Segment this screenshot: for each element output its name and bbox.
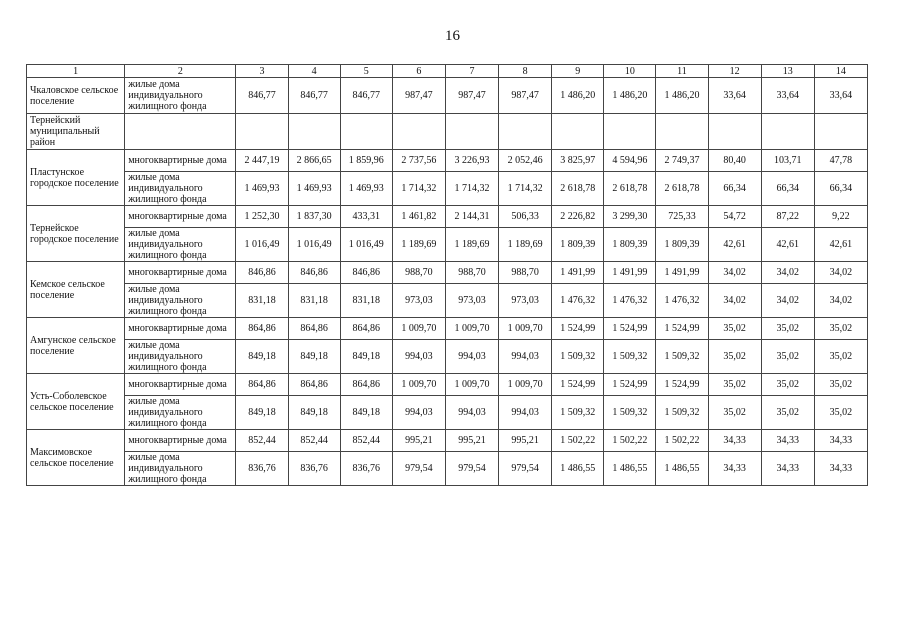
value-cell: 995,21 — [392, 430, 445, 452]
column-number: 1 — [27, 65, 125, 78]
value-cell — [761, 114, 814, 150]
value-cell — [708, 114, 761, 150]
value-cell: 9,22 — [814, 206, 867, 228]
value-cell: 1 016,49 — [236, 228, 288, 262]
value-cell: 34,33 — [708, 452, 761, 486]
value-cell: 66,34 — [708, 172, 761, 206]
value-cell: 34,02 — [761, 284, 814, 318]
value-cell: 2 618,78 — [604, 172, 656, 206]
value-cell: 1 502,22 — [604, 430, 656, 452]
value-cell: 836,76 — [236, 452, 288, 486]
value-cell: 1 009,70 — [499, 318, 552, 340]
value-cell: 836,76 — [340, 452, 392, 486]
value-cell: 1 009,70 — [499, 374, 552, 396]
value-cell: 852,44 — [236, 430, 288, 452]
settlement-name-cell: Кемское сельское поселение — [27, 262, 125, 318]
value-cell: 1 009,70 — [445, 318, 498, 340]
column-number: 7 — [445, 65, 498, 78]
value-cell: 2 226,82 — [552, 206, 604, 228]
value-cell: 846,86 — [288, 262, 340, 284]
value-cell: 864,86 — [340, 374, 392, 396]
value-cell: 849,18 — [340, 396, 392, 430]
housing-type-cell: жилые дома индивидуального жилищного фонда — [125, 340, 236, 374]
housing-type-cell: жилые дома индивидуального жилищного фонда — [125, 284, 236, 318]
value-cell: 42,61 — [761, 228, 814, 262]
value-cell: 979,54 — [445, 452, 498, 486]
value-cell: 849,18 — [288, 396, 340, 430]
value-cell: 994,03 — [392, 396, 445, 430]
value-cell: 988,70 — [499, 262, 552, 284]
value-cell: 1 461,82 — [392, 206, 445, 228]
value-cell: 849,18 — [340, 340, 392, 374]
value-cell: 2 144,31 — [445, 206, 498, 228]
value-cell: 1 016,49 — [340, 228, 392, 262]
value-cell: 35,02 — [814, 396, 867, 430]
value-cell — [814, 114, 867, 150]
value-cell: 42,61 — [814, 228, 867, 262]
value-cell: 35,02 — [761, 374, 814, 396]
value-cell: 1 491,99 — [604, 262, 656, 284]
value-cell: 994,03 — [499, 340, 552, 374]
value-cell: 973,03 — [499, 284, 552, 318]
page-number: 16 — [445, 28, 460, 44]
value-cell: 1 714,32 — [392, 172, 445, 206]
value-cell: 3 226,93 — [445, 150, 498, 172]
column-number: 11 — [656, 65, 708, 78]
housing-type-cell: многоквартирные дома — [125, 430, 236, 452]
value-cell — [499, 114, 552, 150]
value-cell: 852,44 — [340, 430, 392, 452]
value-cell: 995,21 — [499, 430, 552, 452]
value-cell: 33,64 — [814, 78, 867, 114]
value-cell: 1 476,32 — [552, 284, 604, 318]
value-cell: 66,34 — [814, 172, 867, 206]
value-cell: 995,21 — [445, 430, 498, 452]
value-cell: 1 509,32 — [604, 396, 656, 430]
table-row — [27, 114, 868, 150]
housing-type-cell: многоквартирные дома — [125, 150, 236, 172]
value-cell: 1 009,70 — [445, 374, 498, 396]
value-cell: 1 486,20 — [552, 78, 604, 114]
value-cell: 994,03 — [445, 396, 498, 430]
column-number: 9 — [552, 65, 604, 78]
housing-type-cell: жилые дома индивидуального жилищного фонда — [125, 172, 236, 206]
value-cell: 1 189,69 — [392, 228, 445, 262]
value-cell: 979,54 — [392, 452, 445, 486]
value-cell: 1 469,93 — [288, 172, 340, 206]
value-cell: 2 737,56 — [392, 150, 445, 172]
settlement-name-cell: Пластунское городское поселение — [27, 150, 125, 206]
table-row — [27, 78, 868, 114]
value-cell: 846,77 — [288, 78, 340, 114]
column-number: 13 — [761, 65, 814, 78]
value-cell: 849,18 — [236, 340, 288, 374]
housing-type-cell: жилые дома индивидуального жилищного фонда — [125, 396, 236, 430]
value-cell: 4 594,96 — [604, 150, 656, 172]
value-cell: 1 809,39 — [604, 228, 656, 262]
value-cell: 33,64 — [761, 78, 814, 114]
housing-type-cell: многоквартирные дома — [125, 206, 236, 228]
value-cell: 1 016,49 — [288, 228, 340, 262]
value-cell: 988,70 — [445, 262, 498, 284]
value-cell: 849,18 — [236, 396, 288, 430]
value-cell: 836,76 — [288, 452, 340, 486]
value-cell — [288, 114, 340, 150]
value-cell: 1 486,55 — [656, 452, 708, 486]
value-cell: 864,86 — [236, 374, 288, 396]
value-cell: 35,02 — [761, 318, 814, 340]
value-cell: 34,33 — [708, 430, 761, 452]
tariff-table — [26, 64, 868, 486]
value-cell: 987,47 — [392, 78, 445, 114]
column-number: 3 — [236, 65, 288, 78]
value-cell — [656, 114, 708, 150]
housing-type-cell: многоквартирные дома — [125, 374, 236, 396]
value-cell: 1 837,30 — [288, 206, 340, 228]
value-cell: 1 509,32 — [552, 340, 604, 374]
value-cell: 1 502,22 — [552, 430, 604, 452]
value-cell: 1 714,32 — [499, 172, 552, 206]
housing-type-cell — [125, 114, 236, 150]
value-cell: 864,86 — [288, 374, 340, 396]
value-cell: 1 476,32 — [604, 284, 656, 318]
value-cell: 1 809,39 — [656, 228, 708, 262]
settlement-name-cell: Амгунское сельское поселение — [27, 318, 125, 374]
value-cell: 1 189,69 — [445, 228, 498, 262]
value-cell: 506,33 — [499, 206, 552, 228]
value-cell: 1 509,32 — [656, 396, 708, 430]
table-body — [27, 65, 868, 486]
value-cell: 35,02 — [761, 396, 814, 430]
value-cell: 2 866,65 — [288, 150, 340, 172]
value-cell: 1 509,32 — [552, 396, 604, 430]
value-cell: 1 476,32 — [656, 284, 708, 318]
value-cell: 994,03 — [499, 396, 552, 430]
value-cell: 1 509,32 — [604, 340, 656, 374]
settlement-name-cell: Тернейское городское поселение — [27, 206, 125, 262]
value-cell: 34,02 — [814, 262, 867, 284]
value-cell: 1 524,99 — [552, 374, 604, 396]
table-row — [27, 318, 868, 340]
column-number: 4 — [288, 65, 340, 78]
value-cell: 988,70 — [392, 262, 445, 284]
table-row — [27, 396, 868, 430]
value-cell: 852,44 — [288, 430, 340, 452]
table-row — [27, 228, 868, 262]
value-cell: 846,86 — [236, 262, 288, 284]
table-row — [27, 430, 868, 452]
value-cell: 2 618,78 — [656, 172, 708, 206]
value-cell: 34,02 — [708, 262, 761, 284]
column-number: 8 — [499, 65, 552, 78]
value-cell: 42,61 — [708, 228, 761, 262]
value-cell: 1 189,69 — [499, 228, 552, 262]
value-cell: 54,72 — [708, 206, 761, 228]
housing-type-cell: жилые дома индивидуального жилищного фонда — [125, 228, 236, 262]
column-number-row — [27, 65, 868, 78]
value-cell: 725,33 — [656, 206, 708, 228]
value-cell: 1 252,30 — [236, 206, 288, 228]
value-cell: 831,18 — [340, 284, 392, 318]
value-cell: 973,03 — [445, 284, 498, 318]
table-row — [27, 452, 868, 486]
column-number: 5 — [340, 65, 392, 78]
value-cell: 1 009,70 — [392, 374, 445, 396]
value-cell: 1 491,99 — [656, 262, 708, 284]
value-cell: 33,64 — [708, 78, 761, 114]
value-cell: 34,33 — [814, 452, 867, 486]
table-row — [27, 340, 868, 374]
value-cell: 35,02 — [708, 396, 761, 430]
value-cell: 1 502,22 — [656, 430, 708, 452]
value-cell — [340, 114, 392, 150]
value-cell — [604, 114, 656, 150]
housing-type-cell: жилые дома индивидуального жилищного фонда — [125, 78, 236, 114]
value-cell: 831,18 — [288, 284, 340, 318]
housing-type-cell: многоквартирные дома — [125, 262, 236, 284]
value-cell: 846,77 — [340, 78, 392, 114]
value-cell: 1 469,93 — [236, 172, 288, 206]
value-cell: 864,86 — [340, 318, 392, 340]
table-row — [27, 284, 868, 318]
value-cell: 1 469,93 — [340, 172, 392, 206]
value-cell: 1 491,99 — [552, 262, 604, 284]
value-cell: 846,77 — [236, 78, 288, 114]
value-cell: 2 447,19 — [236, 150, 288, 172]
value-cell: 3 299,30 — [604, 206, 656, 228]
column-number: 10 — [604, 65, 656, 78]
value-cell: 1 509,32 — [656, 340, 708, 374]
value-cell: 846,86 — [340, 262, 392, 284]
value-cell: 34,02 — [814, 284, 867, 318]
value-cell: 1 524,99 — [656, 318, 708, 340]
value-cell: 987,47 — [499, 78, 552, 114]
table-row — [27, 150, 868, 172]
value-cell: 433,31 — [340, 206, 392, 228]
value-cell: 1 524,99 — [604, 318, 656, 340]
value-cell: 1 486,20 — [604, 78, 656, 114]
value-cell: 103,71 — [761, 150, 814, 172]
value-cell: 34,33 — [761, 452, 814, 486]
value-cell: 1 714,32 — [445, 172, 498, 206]
value-cell: 973,03 — [392, 284, 445, 318]
value-cell: 1 486,55 — [552, 452, 604, 486]
value-cell: 1 486,55 — [604, 452, 656, 486]
column-number: 14 — [814, 65, 867, 78]
value-cell: 2 052,46 — [499, 150, 552, 172]
value-cell: 80,40 — [708, 150, 761, 172]
value-cell: 1 486,20 — [656, 78, 708, 114]
column-number: 12 — [708, 65, 761, 78]
value-cell: 979,54 — [499, 452, 552, 486]
value-cell: 987,47 — [445, 78, 498, 114]
value-cell: 87,22 — [761, 206, 814, 228]
value-cell: 864,86 — [236, 318, 288, 340]
housing-type-cell: многоквартирные дома — [125, 318, 236, 340]
value-cell — [236, 114, 288, 150]
value-cell — [552, 114, 604, 150]
value-cell: 35,02 — [814, 340, 867, 374]
settlement-name-cell: Чкаловское сельское поселение — [27, 78, 125, 114]
value-cell: 864,86 — [288, 318, 340, 340]
value-cell: 1 859,96 — [340, 150, 392, 172]
table-row — [27, 172, 868, 206]
value-cell: 994,03 — [392, 340, 445, 374]
value-cell: 34,02 — [761, 262, 814, 284]
table-row — [27, 262, 868, 284]
value-cell: 1 524,99 — [656, 374, 708, 396]
value-cell: 35,02 — [708, 318, 761, 340]
value-cell: 47,78 — [814, 150, 867, 172]
value-cell: 35,02 — [708, 374, 761, 396]
value-cell: 35,02 — [761, 340, 814, 374]
value-cell: 3 825,97 — [552, 150, 604, 172]
value-cell: 34,33 — [814, 430, 867, 452]
table-row — [27, 374, 868, 396]
value-cell: 2 618,78 — [552, 172, 604, 206]
value-cell: 66,34 — [761, 172, 814, 206]
settlement-name-cell: Тернейский муниципальный район — [27, 114, 125, 150]
value-cell: 35,02 — [814, 374, 867, 396]
housing-type-cell: жилые дома индивидуального жилищного фонда — [125, 452, 236, 486]
value-cell: 34,33 — [761, 430, 814, 452]
value-cell: 35,02 — [814, 318, 867, 340]
value-cell: 831,18 — [236, 284, 288, 318]
value-cell: 1 524,99 — [552, 318, 604, 340]
column-number: 2 — [125, 65, 236, 78]
value-cell: 1 009,70 — [392, 318, 445, 340]
value-cell — [445, 114, 498, 150]
settlement-name-cell: Усть-Соболевское сельское поселение — [27, 374, 125, 430]
settlement-name-cell: Максимовское сельское поселение — [27, 430, 125, 486]
value-cell: 849,18 — [288, 340, 340, 374]
value-cell: 1 524,99 — [604, 374, 656, 396]
value-cell — [392, 114, 445, 150]
value-cell: 34,02 — [708, 284, 761, 318]
value-cell: 35,02 — [708, 340, 761, 374]
table-row — [27, 206, 868, 228]
value-cell: 2 749,37 — [656, 150, 708, 172]
value-cell: 1 809,39 — [552, 228, 604, 262]
column-number: 6 — [392, 65, 445, 78]
value-cell: 994,03 — [445, 340, 498, 374]
